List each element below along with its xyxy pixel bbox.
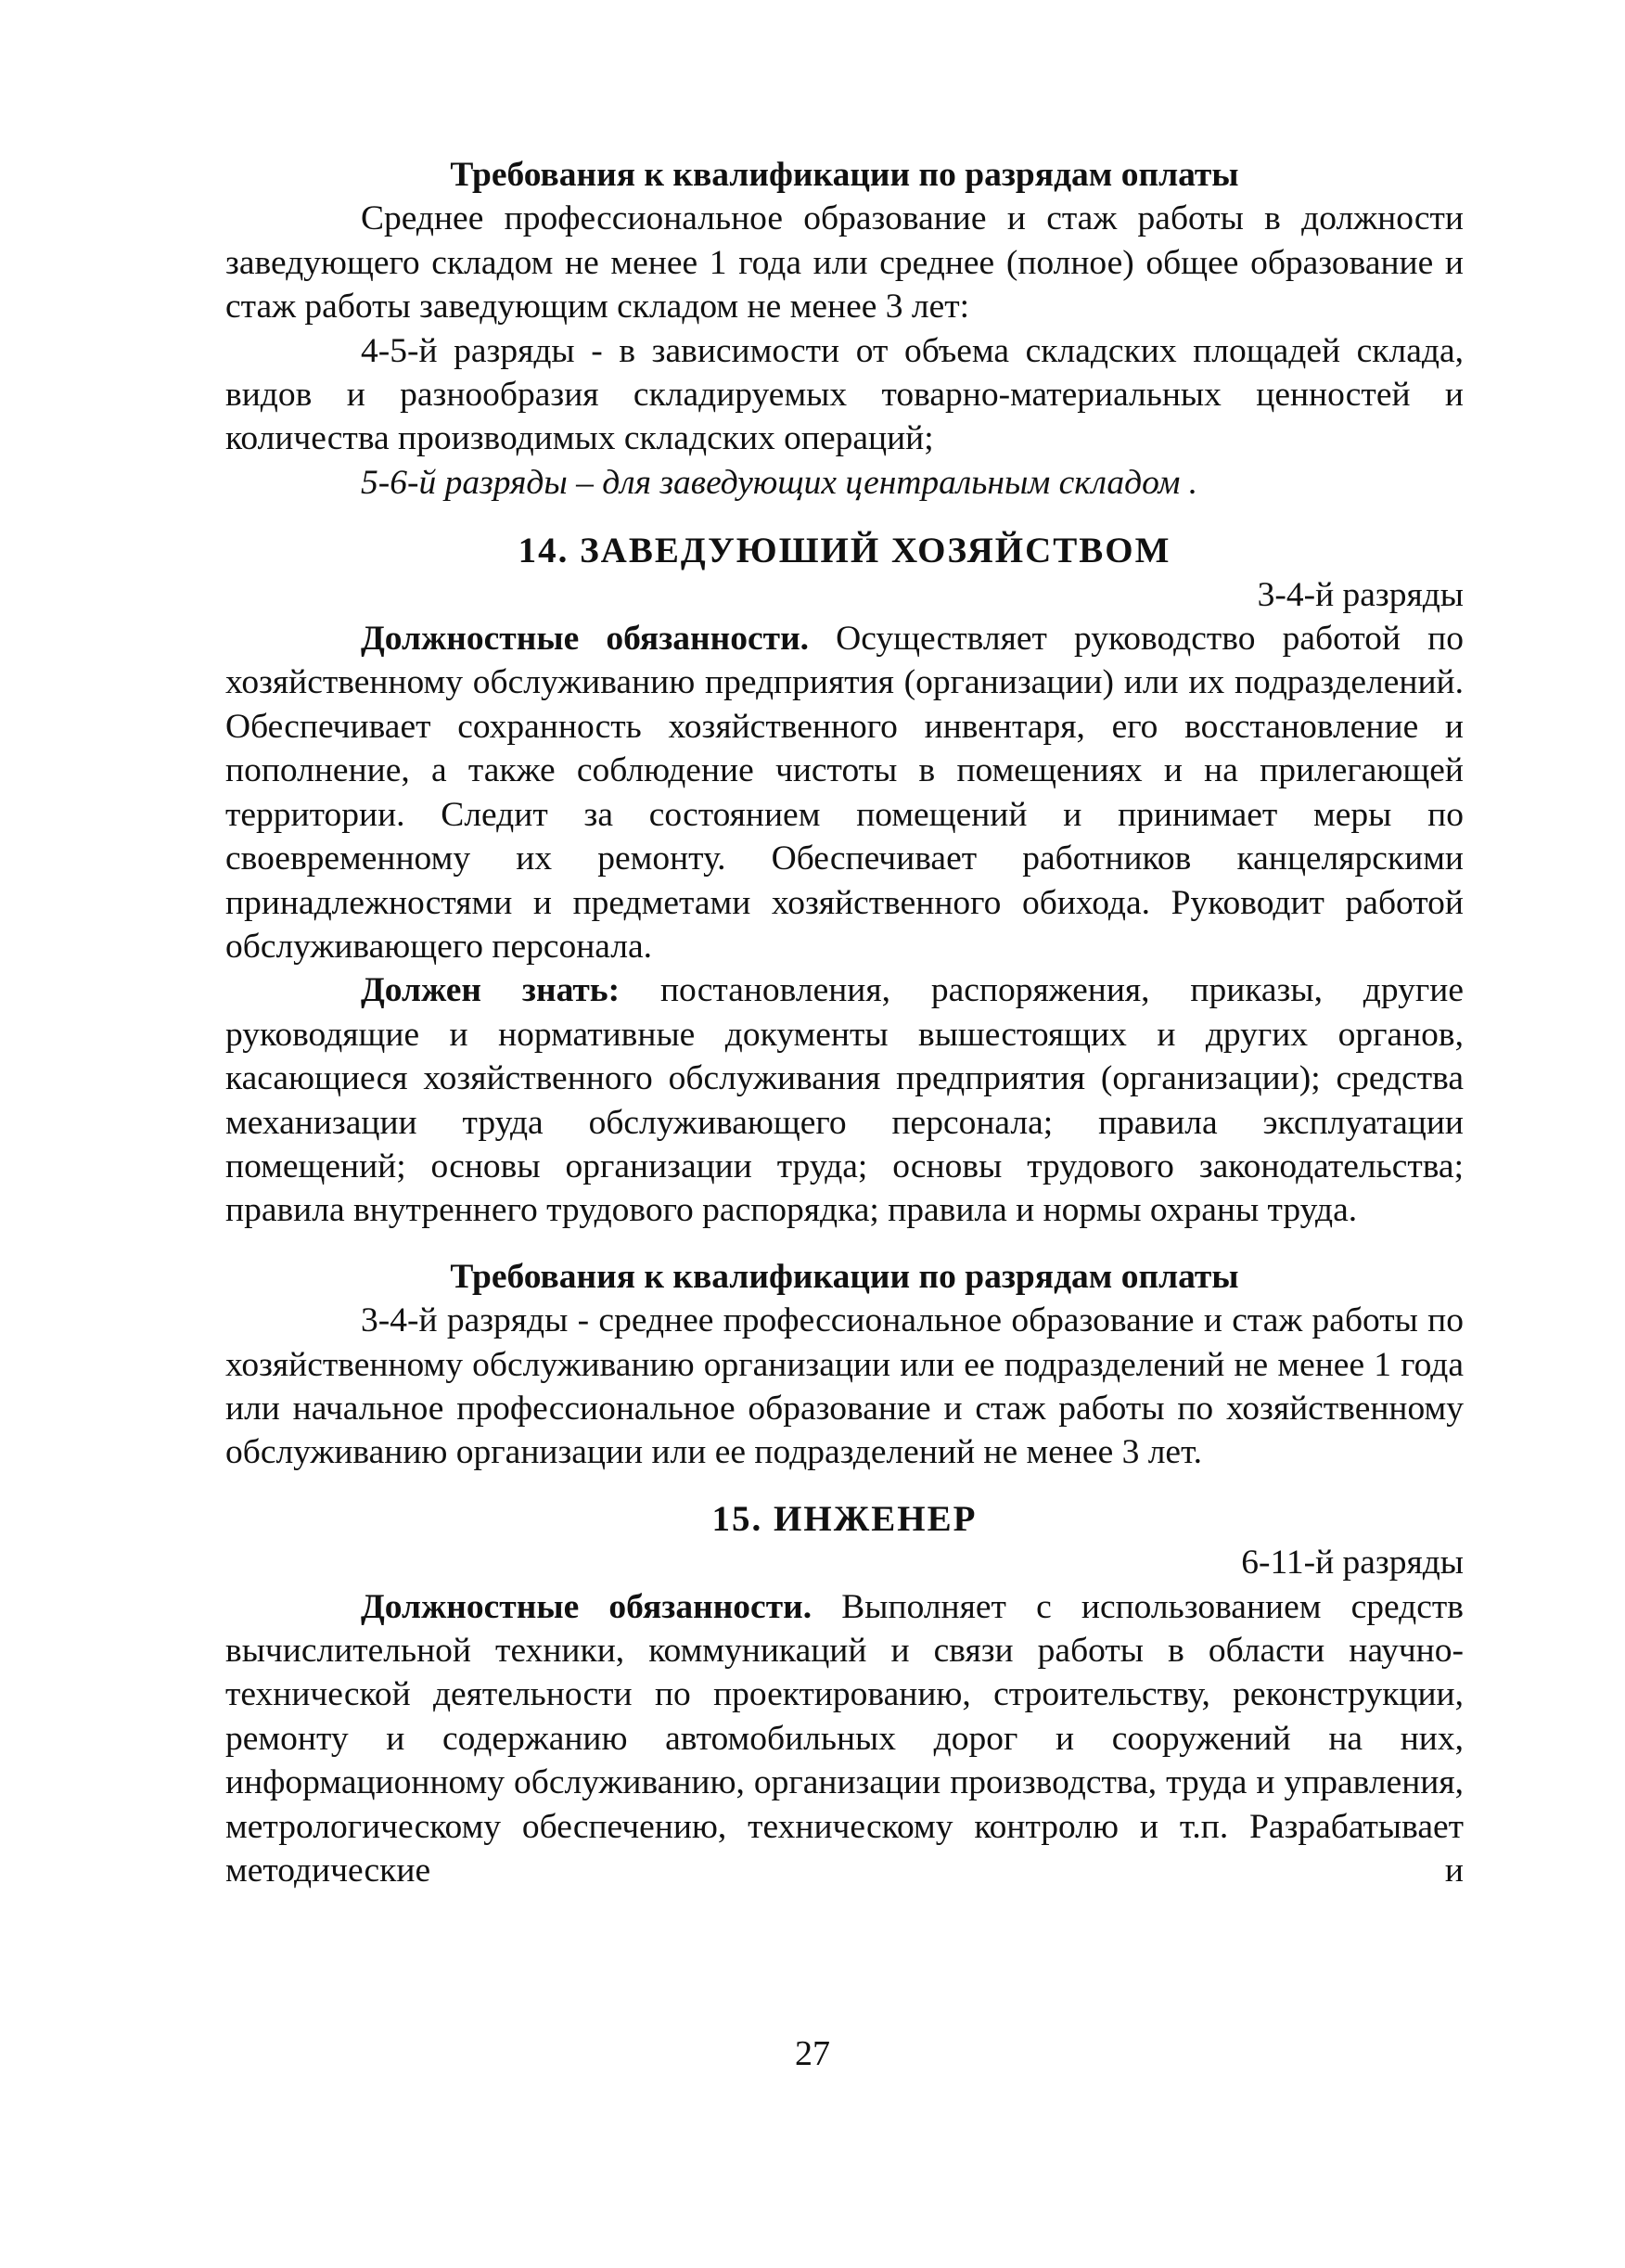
qualification-heading: Требования к квалификации по разрядам оплаты xyxy=(450,1257,1239,1296)
qualification-paragraph: 3-4-й разряды - среднее профессиональное образование и стаж работы по хозяйственному обслуживанию организации или ее подразделений не менее 1 года или начальное профессиональное образование и стаж работы по хозяйственному обслуживанию организации или ее подразделений не менее 3 лет. xyxy=(225,1301,1464,1472)
knowledge-label: Должен знать: xyxy=(361,971,621,1010)
qualification-paragraph: 5-6-й разряды – для заведующих центральным складом . xyxy=(361,463,1198,502)
duties-label: Должностные обязанности. xyxy=(361,1587,812,1626)
qualification-paragraph: Среднее профессиональное образование и стаж работы в должности заведующего складом не менее 1 года или среднее (полное) общее образование и стаж работы заведующим складом не менее 3 лет: xyxy=(225,199,1464,327)
duties-text: Выполняет с использованием средств вычислительной техники, коммуникаций и связи работы в области научно-технической деятельности по проектированию, строительству, реконструкции, ремонту и содержанию автомобильных дорог и сооружений на них, информационному обслуживанию, организации производства, труда и управления, метрологическому обеспечению, техническому контролю и т.п. Разрабатывает методические и xyxy=(225,1587,1464,1890)
section-title: 15. ИНЖЕНЕР xyxy=(711,1498,978,1539)
duties-paragraph xyxy=(225,617,1464,968)
page-number: 27 xyxy=(795,2034,830,2073)
page-content xyxy=(225,153,1464,1892)
duties-paragraph xyxy=(225,1585,1464,1893)
qualification-paragraph: 4-5-й разряды - в зависимости от объема складских площадей склада, видов и разнообразия складируемых товарно-материальных ценностей и количества производимых складских операций; xyxy=(225,331,1464,458)
section-title: 14. ЗАВЕДУЮШИЙ ХОЗЯЙСТВОМ xyxy=(518,531,1171,571)
knowledge-paragraph xyxy=(225,968,1464,1232)
duties-text: Осуществляет руководство работой по хозяйственному обслуживанию предприятия (организации) или их подразделений. Обеспечивает сохранность хозяйственного инвентаря, его восстановление и пополнение, а также соблюдение чистоты в помещениях и на прилегающей территории. Следит за состоянием помещений и принимает меры по своевременному их ремонту. Обеспечивает работников канцелярскими принадлежностями и предметами хозяйственного обихода. Руководит работой обслуживающего персонала. xyxy=(225,620,1464,966)
grade-range: 3-4-й разряды xyxy=(1257,575,1464,614)
knowledge-text: постановления, распоряжения, приказы, другие руководящие и нормативные документы вышестоящих и других органов, касающиеся хозяйственного обслуживания предприятия (организации); средства механизации труда обслуживающего персонала; правила эксплуатации помещений; основы организации труда; основы трудового законодательства; правила внутреннего трудового распорядка; правила и нормы охраны труда. xyxy=(225,971,1464,1230)
qualification-heading: Требования к квалификации по разрядам оплаты xyxy=(450,156,1239,194)
duties-label: Должностные обязанности. xyxy=(361,620,810,659)
grade-range: 6-11-й разряды xyxy=(1241,1544,1464,1582)
